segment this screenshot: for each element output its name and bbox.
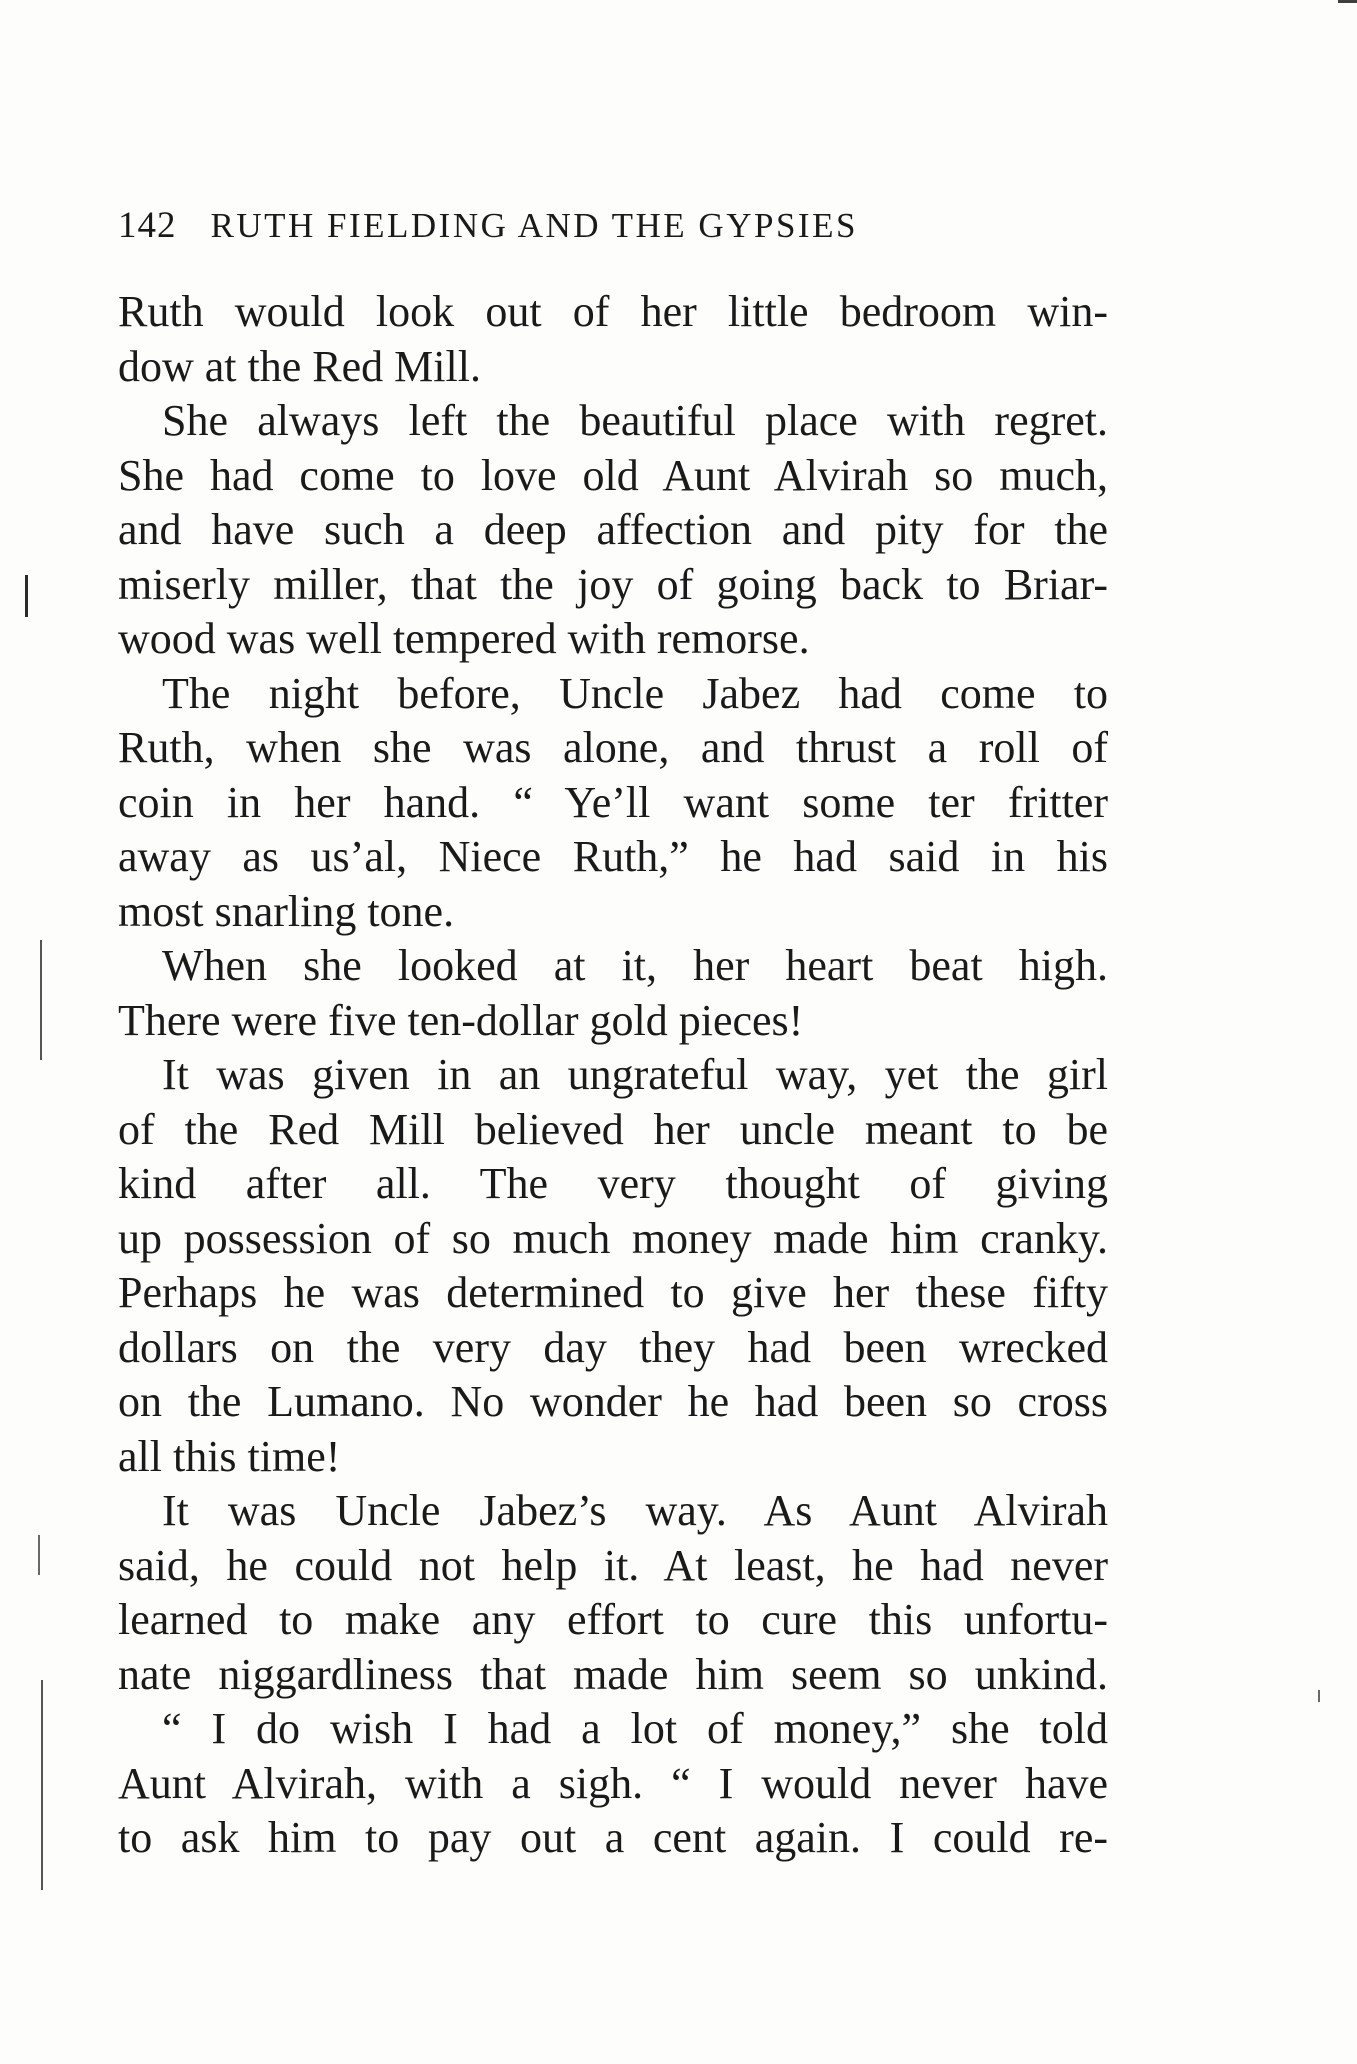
text-line: said, he could not help it. At least, he had never xyxy=(118,1540,1108,1590)
text-line: “ I do wish I had a lot of money,” she told xyxy=(162,1704,1108,1753)
text-line: dow at the Red Mill. xyxy=(118,341,481,391)
body-text xyxy=(118,285,1108,1866)
text-line: most snarling tone. xyxy=(118,886,455,936)
text-line: The night before, Uncle Jabez had come to xyxy=(162,668,1108,718)
text-line: kind after all. The very thought of giving xyxy=(118,1159,1108,1208)
running-head xyxy=(118,204,978,254)
text-line: on the Lumano. No wonder he had been so cross xyxy=(118,1377,1108,1426)
page-number: 142 xyxy=(118,205,177,246)
scan-mark xyxy=(1338,0,1357,3)
scan-mark xyxy=(40,940,42,1060)
scan-mark xyxy=(25,575,28,617)
text-line: When she looked at it, her heart beat high. xyxy=(162,941,1108,990)
text-line: and have such a deep affection and pity for the xyxy=(118,505,1108,554)
text-line: away as us’al, Niece Ruth,” he had said in his xyxy=(118,832,1108,881)
text-line: She had come to love old Aunt Alvirah so much, xyxy=(118,450,1108,500)
scan-mark xyxy=(41,1680,43,1890)
text-line: It was given in an ungrateful way, yet the girl xyxy=(162,1050,1108,1099)
text-line: She always left the beautiful place with regret. xyxy=(162,396,1108,445)
text-line: of the Red Mill believed her uncle meant to be xyxy=(118,1104,1108,1154)
scan-mark xyxy=(38,1535,40,1575)
text-line: It was Uncle Jabez’s way. As Aunt Alvirah xyxy=(162,1486,1108,1535)
text-line: coin in her hand. “ Ye’ll want some ter fritter xyxy=(118,777,1108,827)
text-line: dollars on the very day they had been wrecked xyxy=(118,1322,1108,1372)
text-line: Aunt Alvirah, with a sigh. “ I would never have xyxy=(118,1758,1108,1808)
text-line: nate niggardliness that made him seem so unkind. xyxy=(118,1649,1108,1699)
text-line: Ruth, when she was alone, and thrust a roll of xyxy=(118,723,1108,772)
text-line: Perhaps he was determined to give her these fifty xyxy=(118,1268,1108,1317)
scan-mark xyxy=(1318,1690,1320,1702)
text-line: wood was well tempered with remorse. xyxy=(118,614,810,663)
text-line: up possession of so much money made him cranky. xyxy=(118,1213,1108,1263)
running-title: RUTH FIELDING AND THE GYPSIES xyxy=(210,206,858,245)
text-line: Ruth would look out of her little bedroom win- xyxy=(118,287,1108,336)
text-line: learned to make any effort to cure this unfortu- xyxy=(118,1595,1108,1644)
text-line: to ask him to pay out a cent again. I could re- xyxy=(118,1813,1108,1862)
text-line: miserly miller, that the joy of going back to Briar- xyxy=(118,559,1108,609)
text-line: There were five ten-dollar gold pieces! xyxy=(118,995,804,1045)
text-line: all this time! xyxy=(118,1431,341,1481)
